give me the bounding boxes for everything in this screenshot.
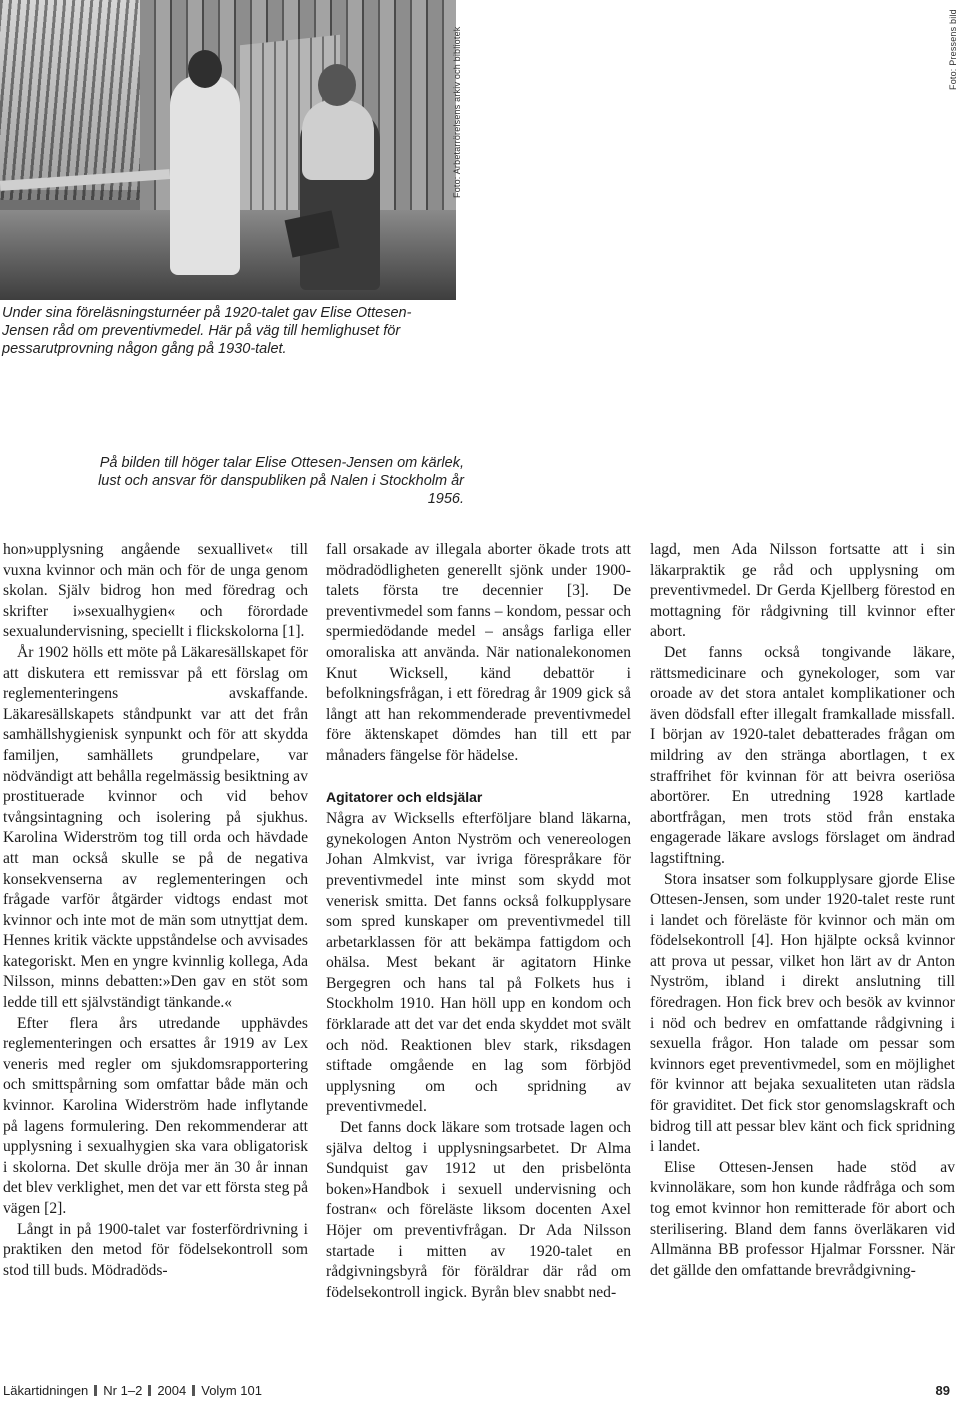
- page-number: 89: [935, 1383, 950, 1398]
- paragraph: Några av Wicksells efterföljare bland läkarna, gynekologen Anton Nyström och venereologen Johan Almkvist, var ivriga förespråkare för preventivmedel inte minst som skydd mot venerisk smitta. Det fanns också folkupplysare som spred kunskaper om preventivmedel till arbetarklassen för att bekämpa fattigdom och ohälsa. Mest bekant är agitatorn Hinke Bergegren och hans tal på Folkets hus i Stockholm 1910. Han höll upp en kondom och förklarade att det var det enda skyddet mot svält och nöd. Reaktionen blev stark, riksdagen stiftade omgående en lag som förbjöd upplysning om och spridning av preventivmedel.: [326, 810, 631, 1116]
- paragraph: År 1902 hölls ett möte på Läkaresällskapet för att diskutera ett remissvar på ett förslag om reglementeringens avskaffande. Läkaresällskapets ståndpunkt var att det från samhällshygienisk synpunkt och för att skydda familjen, samhällets grundpelare, var nödvändigt att behålla regelmässig besiktning av prostituerade kvinnor och vid behov tvångsintagning och isolering på sjukhus. Karolina Widerström tog till orda och hävdade att man också skulle se på de negativa konsekvenserna av reglementeringen och frågade varför åtgärder vidtogs endast mot kvinnor och inte mot de män som utnyttjat dem. Hennes kritik väckte uppståndelse och avvisades kategoriskt. Men en yngre kvinnlig kollega, Ada Nilsson, minns debatten:»Den gav en stöt som ledde till ett självständigt tänkande.«: [3, 643, 308, 1012]
- paragraph: Det fanns dock läkare som trotsade lagen och själva deltog i upplysningsarbetet. Dr Alma Sundquist gav 1912 ut den prisbelönta boken»Handbok i sexuell undervisning och fostran« och föreläste liksom docenten Axel Höjer om preventivfrågan. Dr Ada Nilsson startade i mitten av 1920-talet en rådgivningsbyrå för föräldrar där råd om födelsekontroll ingick. Byrån blev snabbt ned-: [326, 1119, 631, 1301]
- right-photo-caption: På bilden till höger talar Elise Ottesen-Jensen om kärlek, lust och ansvar för danspubliken på Nalen i Stockholm år 1956.: [98, 455, 464, 507]
- article-column-1: [3, 540, 308, 1281]
- journal-name: Läkartidningen: [3, 1383, 89, 1398]
- volume: Volym 101: [201, 1383, 262, 1398]
- paragraph: lagd, men Ada Nilsson fortsatte att i sin läkarpraktik ge råd och upplysning om preventivmedel. Dr Gerda Kjellberg förestod en mottagning för rådgivning till kvinnor efter abort.: [650, 541, 955, 641]
- paragraph: hon»upplysning angående sexuallivet« till vuxna kvinnor och män och för de unga genom skolan. Själv bidrog hon med föredrag och skrifter i»sexualhygien« och förordade sexualundervisning, speciellt i flickskolorna [1].: [3, 541, 308, 641]
- photo-credit-left: Foto: Arbetarrörelsens arkiv och bibliotek: [452, 26, 462, 198]
- section-heading: Agitatorer och eldsjälar: [326, 788, 483, 805]
- issue-year: 2004: [157, 1383, 187, 1398]
- paragraph: Elise Ottesen-Jensen hade stöd av kvinnoläkare, som hon kunde rådfråga och som tog emot kvinnor hon remitterade för abort och sterilisering. Bland dem fanns överläkaren vid Allmänna BB professor Hjalmar Forssner. När det gällde den omfattande brevrådgivning-: [650, 1158, 955, 1279]
- photo-caption: Under sina föreläsningsturnéer på 1920-talet gav Elise Ottesen-Jensen råd om preventivmedel. Här på väg till hemlighuset för pessarutprovning någon gång på 1930-talet.: [2, 305, 412, 357]
- paragraph: Efter flera års utredande upphävdes reglementeringen och ersattes år 1919 av Lex veneris med regler om sjukdomsrapportering och smittspårning som omfattar både män och kvinnor. Karolina Widerström hade inflytande på lagens formulering. Den rekommenderar att upplysning i sexualhygien ska vara obligatorisk i skolorna. Det skulle dröja mer än 30 år innan det blev verklighet, men det var ett första steg på vägen [2].: [3, 1014, 308, 1217]
- historical-photo: [0, 0, 456, 300]
- paragraph: Långt in på 1900-talet var fosterfördrivning i praktiken den metod för födelsekontroll som stod till buds. Mödradöds-: [3, 1220, 308, 1279]
- article-column-3: [650, 540, 955, 1281]
- paragraph: fall orsakade av illegala aborter ökade trots att mödradödligheten generellt sjönk under 1900-talets första tre decennier [3]. De preventivmedel som fanns – kondom, pessar och spermiedödande medel – ansågs farliga eller omoraliska att använda. När nationalekonomen Knut Wicksell, känd debattör i befolkningsfrågan, i ett föredrag år 1909 gick så långt att han rekommenderade preventivmedel före äktenskapet dömdes han till ett par månaders fängelse för hädelse.: [326, 541, 631, 764]
- article-column-2: [326, 540, 631, 1303]
- paragraph: Stora insatser som folkupplysare gjorde Elise Ottesen-Jensen, som under 1920-talet reste runt i landet och föreläste för kvinnor och män om födelsekontroll [4]. Hon hjälpte också kvinnor att prova ut pessar, vilket hon lärt av dr Anton Nyström, ibland i direkt anslutning till föredragen. Hon fick brev och besök av kvinnor i nöd och bedrev en omfattande rådgivning i sexuella frågor. Hon talade om pessar som kvinnors eget preventivmedel, som en möjlighet för kvinnor att bejaka sexualiteten utan rädsla för graviditet. Det fick stor genomslagskraft och bidrog till att pessar blev känt och fick spridning i landet.: [650, 870, 955, 1156]
- footer-journal-info: [3, 1383, 262, 1398]
- photo-credit-right: Foto: Pressens bild: [948, 9, 958, 90]
- issue-number: Nr 1–2: [103, 1383, 143, 1398]
- paragraph: Det fanns också tongivande läkare, rättsmedicinare och gynekologer, som var oroade av det stora antalet komplikationer och även dödsfall efter illegalt framkallade missfall. I början av 1920-talet debatterades frågan om mildring av den stränga abortlagen, t ex straffrihet för kvinnan för att beivra oseriösa abortörer. En utredning 1928 kartlade abortfrågan, men trots stöd från enstaka engagerade läkare avslogs förslaget om ändrad lagstiftning.: [650, 643, 955, 867]
